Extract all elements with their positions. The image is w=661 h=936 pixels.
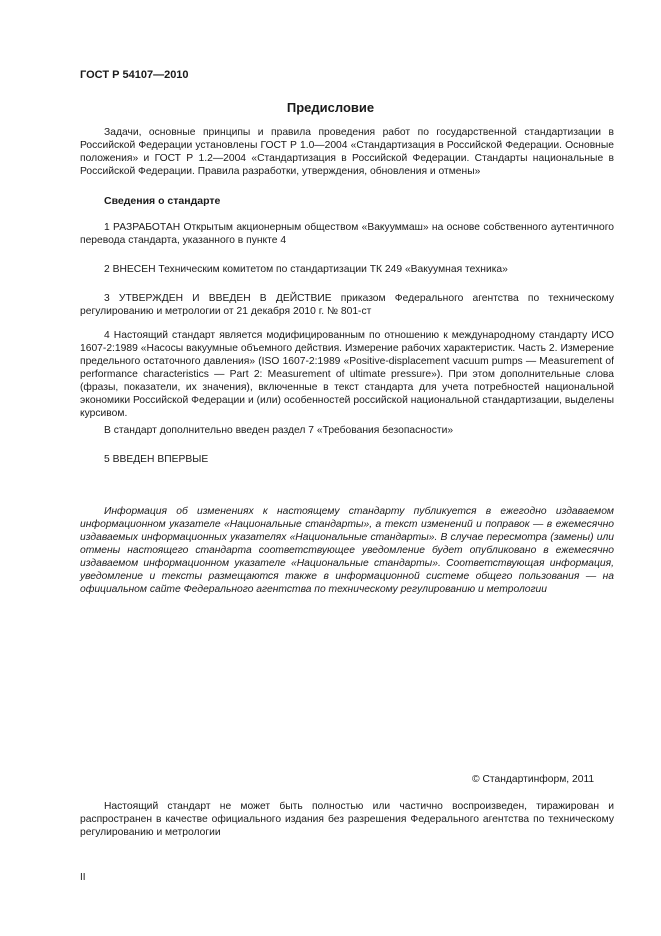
standard-id-header: ГОСТ Р 54107—2010 — [80, 69, 189, 81]
item-4: 4 Настоящий стандарт является модифицированным по отношению к международному стандарту ИСО 1607-2:1989 «Насосы вакуумные объемного действия. Измерение рабочих характеристик. Часть 2. Измерение предельного остаточного давления» (ISO 1607-2:1989 «Positive-displacement vacuum pumps — Measurement of performance characteristics — Part 2: Measurement of ultimate pressure»). При этом дополнительные слова (фразы, показатели, их значения), включенные в текст стандарта для учета потребностей национальной экономики Российской Федерации и (или) особенностей российской национальной стандартизации, выделены курсивом. — [80, 330, 614, 419]
page-title: Предисловие — [286, 100, 375, 115]
item-3: 3 УТВЕРЖДЕН И ВВЕДЕН В ДЕЙСТВИЕ приказом Федерального агентства по техническому регулированию и метрологии от 21 декабря 2010 г. № 801-ст — [80, 293, 614, 317]
item-1: 1 РАЗРАБОТАН Открытым акционерным обществом «Вакууммаш» на основе собственного аутентичного перевода стандарта, указанного в пункте 4 — [80, 222, 614, 246]
copyright: © Стандартинформ, 2011 — [472, 774, 595, 785]
item-2: 2 ВНЕСЕН Техническим комитетом по стандартизации ТК 249 «Вакуумная техника» — [104, 264, 508, 275]
intro-paragraph: Задачи, основные принципы и правила проведения работ по государственной стандартизации в Российской Федерации установлены ГОСТ Р 1.0—2004 «Стандартизация в Российской Федерации. Основные положения» и ГОСТ Р 1.2—2004 «Стандартизация в Российской Федерации. Стандарты национальные в Российской Федерации. Правила разработки, утверждения, обновления и отмены» — [80, 127, 614, 177]
notice-paragraph: Информация об изменениях к настоящему стандарту публикуется в ежегодно издаваемом информационном указателе «Национальные стандарты», а текст изменений и поправок — в ежемесячно издаваемых информационных указателях «Национальные стандарты». В случае пересмотра (замены) или отмены настоящего стандарта соответствующее уведомление будет опубликовано в ежемесячно издаваемом информационном указателе «Национальные стандарты». Соответствующая информация, уведомление и тексты размещаются также в информационной системе общего пользования — на официальном сайте Федерального агентства по техническому регулированию и метрологии — [80, 506, 614, 595]
reproduction-notice: Настоящий стандарт не может быть полностью или частично воспроизведен, тиражирован и распространен в качестве официального издания без разрешения Федерального агентства по техническому регулированию и метрологии — [80, 801, 614, 838]
item-4-extra: В стандарт дополнительно введен раздел 7 «Требования безопасности» — [104, 425, 454, 436]
item-5: 5 ВВЕДЕН ВПЕРВЫЕ — [104, 454, 209, 465]
page-number: II — [80, 872, 86, 883]
info-heading: Сведения о стандарте — [104, 195, 221, 207]
